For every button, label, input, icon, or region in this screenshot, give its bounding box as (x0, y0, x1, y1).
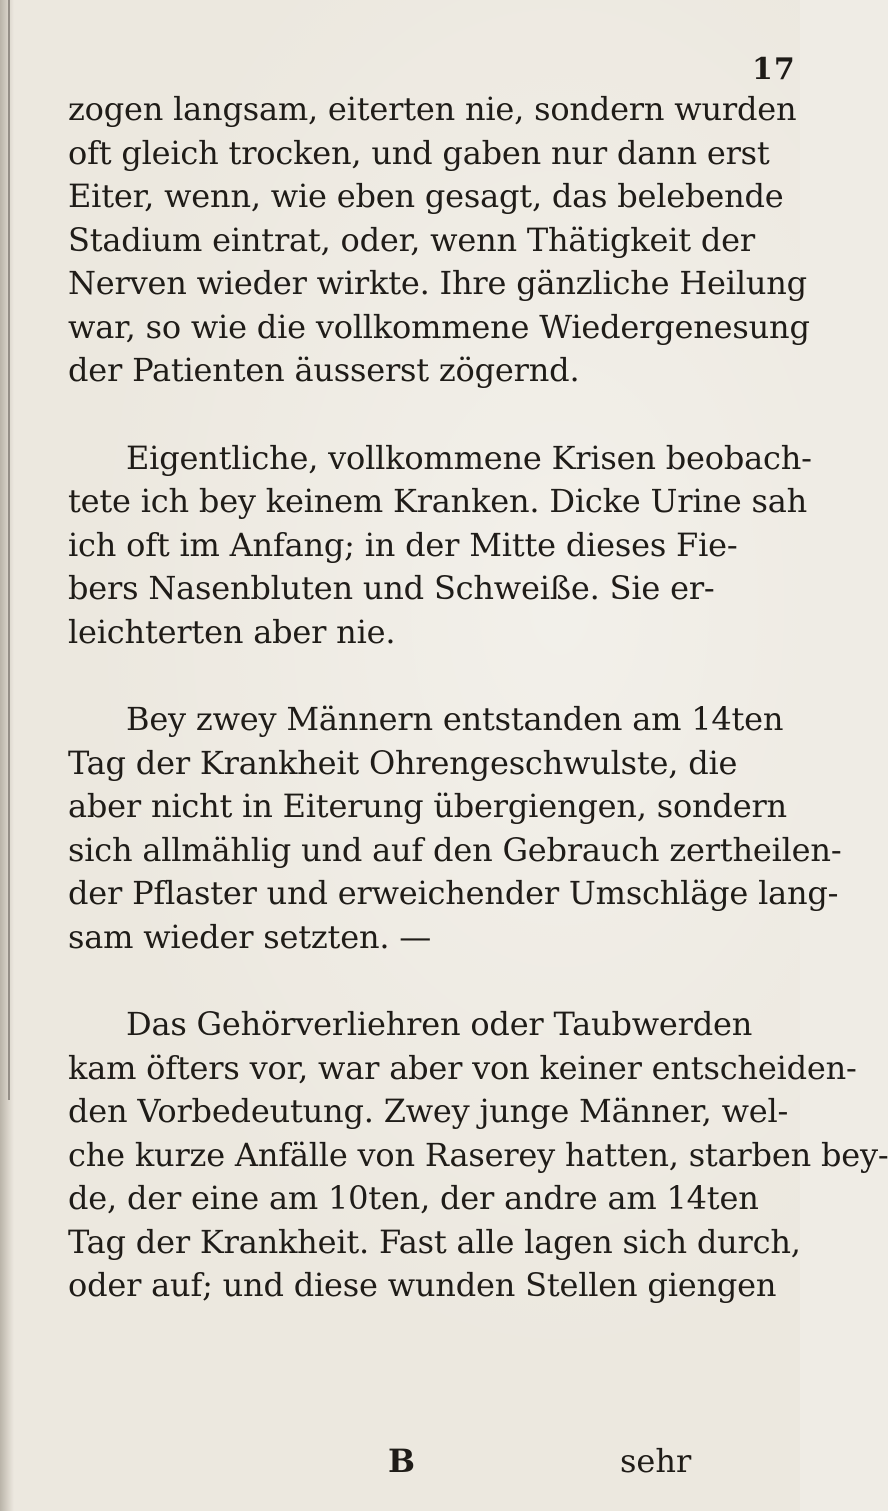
text-line: de, der eine am 10ten, der andre am 14ten (68, 1179, 759, 1217)
text-line: Bey zwey Männern entstanden am 14ten (126, 700, 784, 738)
body-text (68, 88, 888, 1308)
text-line: aber nicht in Eiterung übergiengen, sondern (68, 787, 787, 825)
page-number: 17 (752, 52, 796, 87)
page-gutter (0, 0, 14, 1511)
paragraph (68, 1003, 888, 1308)
text-line: bers Nasenbluten und Schweiße. Sie er- (68, 569, 715, 607)
binding-edge (8, 0, 10, 1100)
text-line: sam wieder setzten. — (68, 917, 432, 956)
text-line: den Vorbedeutung. Zwey junge Männer, wel- (68, 1092, 789, 1130)
text-line: oft gleich trocken, und gaben nur dann erst (68, 133, 770, 172)
paragraph-spacer (68, 393, 768, 437)
text-line: Nerven wieder wirkte. Ihre gänzliche Heilung (68, 264, 807, 302)
text-line: Stadium eintrat, oder, wenn Thätigkeit der (68, 220, 755, 259)
paragraph-spacer (68, 959, 768, 1003)
text-line: oder auf; und diese wunden Stellen giengen (68, 1266, 777, 1304)
text-line: che kurze Anfälle von Raserey hatten, starben bey- (68, 1135, 888, 1174)
text-line: tete ich bey keinem Kranken. Dicke Urine sah (68, 482, 808, 520)
text-line: zogen langsam, eiterten nie, sondern wurden (68, 90, 797, 128)
text-line: kam öfters vor, war aber von keiner entscheiden- (68, 1048, 857, 1087)
text-line: leichterten aber nie. (68, 612, 396, 651)
signature-mark: B (388, 1442, 416, 1480)
text-line: Eiter, wenn, wie eben gesagt, das belebende (68, 177, 784, 215)
paragraph (68, 698, 842, 959)
text-line: Tag der Krankheit Ohrengeschwulste, die (68, 743, 738, 782)
paragraph-spacer (68, 654, 768, 698)
paragraph (68, 88, 810, 393)
catchword: sehr (620, 1442, 692, 1480)
text-line: war, so wie die vollkommene Wiedergenesung (68, 307, 810, 346)
text-line: Tag der Krankheit. Fast alle lagen sich durch, (68, 1222, 801, 1261)
text-line: sich allmählig und auf den Gebrauch zertheilen- (68, 830, 842, 869)
page-footer (0, 1442, 800, 1486)
text-line: Das Gehörverliehren oder Taubwerden (126, 1005, 753, 1043)
text-line: der Pflaster und erweichender Umschläge lang- (68, 874, 839, 912)
paragraph (68, 437, 812, 655)
text-line: der Patienten äusserst zögernd. (68, 351, 580, 389)
text-line: Eigentliche, vollkommene Krisen beobach- (126, 438, 812, 477)
text-line: ich oft im Anfang; in der Mitte dieses Fie- (68, 525, 738, 564)
